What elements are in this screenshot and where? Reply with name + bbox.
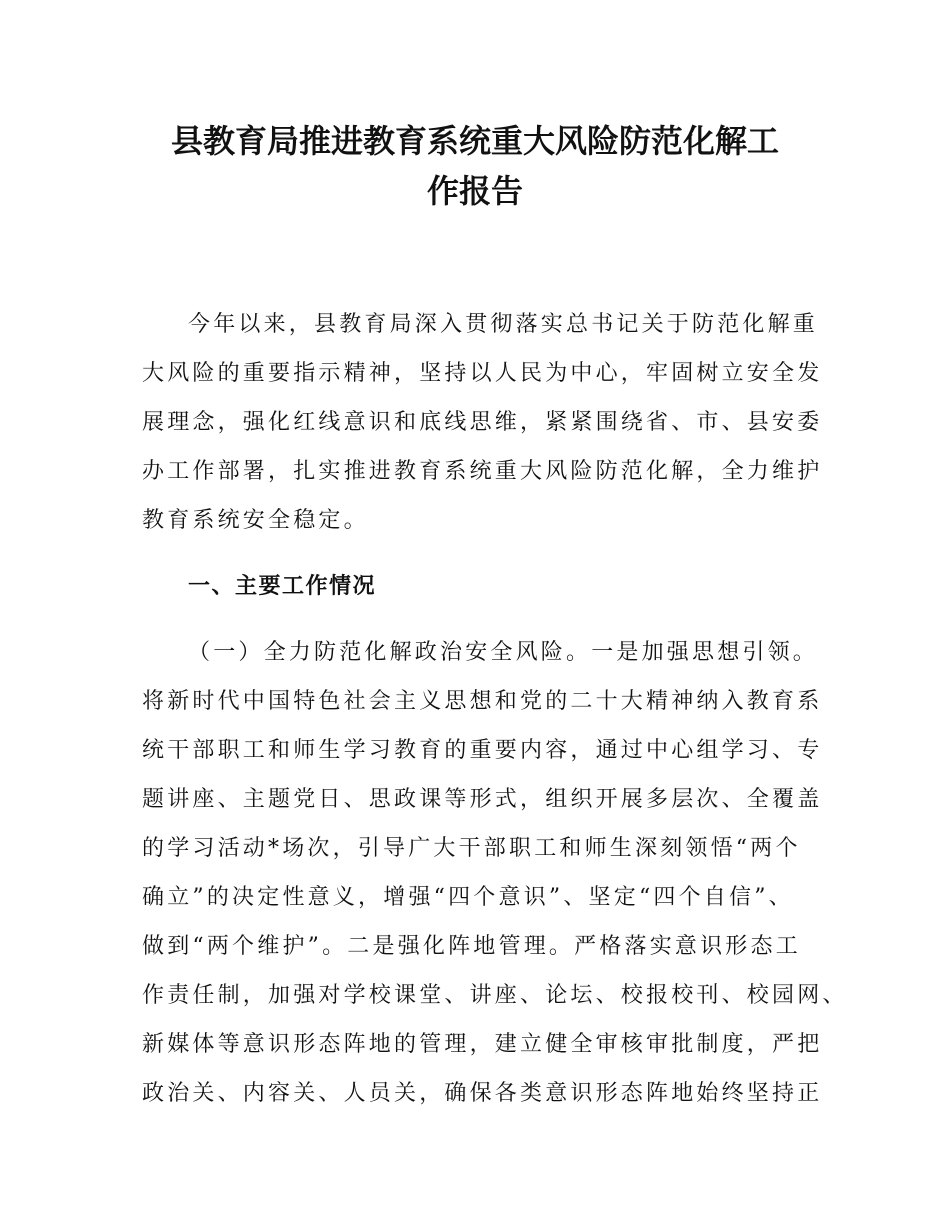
body-line: 的学习活动*场次，引导广大干部职工和师生深刻领悟“两个 bbox=[142, 836, 801, 861]
body-line: 统干部职工和师生学习教育的重要内容，通过中心组学习、专 bbox=[142, 738, 823, 763]
intro-line: 大风险的重要指示精神，坚持以人民为中心，牢固树立安全发 bbox=[142, 361, 823, 386]
body-line: 题讲座、主题党日、思政课等形式，组织开展多层次、全覆盖 bbox=[142, 787, 823, 812]
body-line: 政治关、内容关、人员关，确保各类意识形态阵地始终坚持正 bbox=[142, 1081, 823, 1106]
intro-line: 办工作部署，扎实推进教育系统重大风险防范化解，全力维护 bbox=[142, 459, 823, 484]
body-line: 将新时代中国特色社会主义思想和党的二十大精神纳入教育系 bbox=[142, 689, 823, 714]
body-line: （一）全力防范化解政治安全风险。一是加强思想引领。 bbox=[188, 640, 819, 665]
body-line: 确立”的决定性意义，增强“四个意识”、坚定“四个自信”、 bbox=[142, 885, 794, 910]
body-line: 做到“两个维护”。二是强化阵地管理。严格落实意识形态工 bbox=[142, 934, 801, 959]
section-heading: 一、主要工作情况 bbox=[188, 574, 377, 599]
body-line: 作责任制，加强对学校课堂、讲座、论坛、校报校刊、校园网、 bbox=[142, 983, 848, 1008]
intro-line: 展理念，强化红线意识和底线思维，紧紧围绕省、市、县安委 bbox=[142, 410, 823, 435]
document-title-line-2: 作报告 bbox=[426, 172, 523, 210]
document-title-line-1: 县教育局推进教育系统重大风险防范化解工 bbox=[170, 122, 779, 160]
intro-line: 教育系统安全稳定。 bbox=[142, 508, 369, 533]
body-line: 新媒体等意识形态阵地的管理，建立健全审核审批制度，严把 bbox=[142, 1032, 823, 1057]
intro-line: 今年以来，县教育局深入贯彻落实总书记关于防范化解重 bbox=[188, 312, 819, 337]
